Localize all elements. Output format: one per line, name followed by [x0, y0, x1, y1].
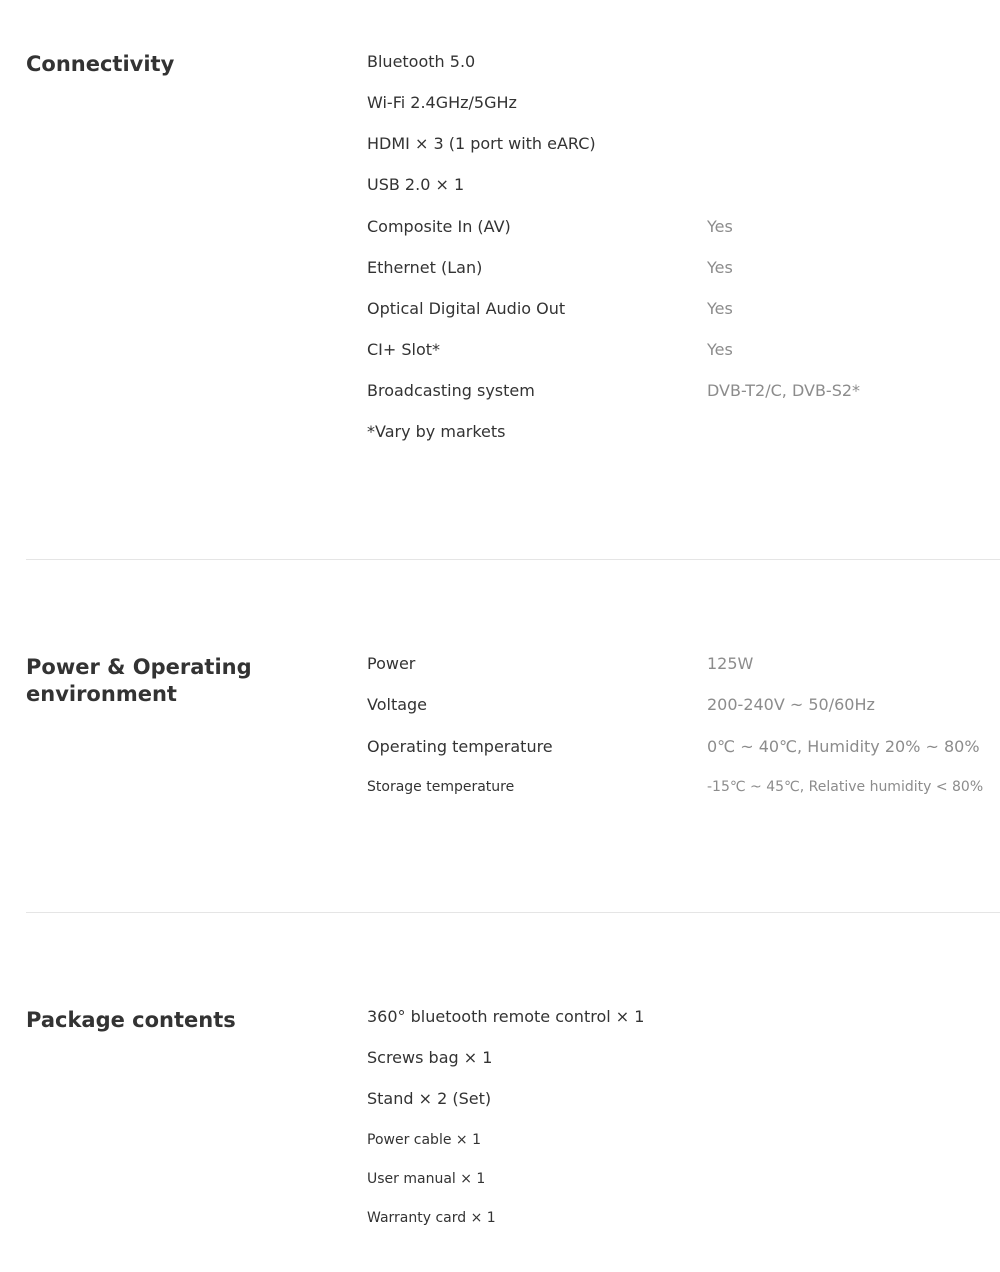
spec-value: Yes [707, 258, 733, 277]
power-title-line1: Power & Operating [26, 655, 252, 679]
spec-row [367, 735, 997, 759]
spec-value: 0℃ ~ 40℃, Humidity 20% ~ 80% [707, 737, 980, 756]
spec-value: Yes [707, 217, 733, 236]
spec-label: Optical Digital Audio Out [367, 299, 566, 318]
power-title-line2: environment [26, 682, 177, 706]
spec-row [367, 379, 997, 403]
spec-label: Operating temperature [367, 737, 553, 756]
package-item-label: Warranty card × 1 [367, 1210, 496, 1226]
spec-row [367, 693, 997, 717]
package-item [367, 1005, 997, 1029]
section-divider [26, 912, 1000, 913]
spec-footnote [367, 420, 997, 444]
spec-row [367, 173, 997, 197]
spec-value: DVB-T2/C, DVB-S2* [707, 381, 861, 400]
spec-row [367, 256, 997, 280]
spec-label: Power [367, 654, 416, 673]
spec-label: Composite In (AV) [367, 217, 511, 236]
package-title: Package contents [26, 1008, 236, 1032]
package-item-label: Power cable × 1 [367, 1132, 481, 1148]
spec-row [367, 338, 997, 362]
spec-row [367, 775, 997, 799]
spec-row [367, 50, 997, 74]
spec-row [367, 132, 997, 156]
spec-value: 200-240V ~ 50/60Hz [707, 695, 875, 714]
spec-value: Yes [707, 299, 733, 318]
spec-label: Bluetooth 5.0 [367, 52, 476, 71]
spec-label: *Vary by markets [367, 422, 506, 441]
section-divider [26, 559, 1000, 560]
package-item [367, 1087, 997, 1111]
spec-label: Broadcasting system [367, 381, 535, 400]
power-title [26, 654, 326, 708]
package-item [367, 1206, 997, 1230]
spec-label: Wi-Fi 2.4GHz/5GHz [367, 93, 517, 112]
package-item [367, 1167, 997, 1191]
spec-label: CI+ Slot* [367, 340, 441, 359]
spec-row [367, 297, 997, 321]
package-item-label: User manual × 1 [367, 1171, 486, 1187]
spec-row [367, 91, 997, 115]
spec-value: 125W [707, 654, 754, 673]
spec-row [367, 652, 997, 676]
connectivity-title: Connectivity [26, 52, 175, 76]
spec-label: USB 2.0 × 1 [367, 175, 465, 194]
spec-label: HDMI × 3 (1 port with eARC) [367, 134, 596, 153]
package-item-label: Screws bag × 1 [367, 1048, 493, 1067]
spec-value: -15℃ ~ 45℃, Relative humidity < 80% [707, 779, 984, 795]
package-item [367, 1128, 997, 1152]
package-item-label: Stand × 2 (Set) [367, 1089, 492, 1108]
package-item [367, 1046, 997, 1070]
spec-row [367, 215, 997, 239]
spec-label: Storage temperature [367, 779, 515, 795]
spec-value: Yes [707, 340, 733, 359]
package-item-label: 360° bluetooth remote control × 1 [367, 1007, 645, 1026]
spec-label: Voltage [367, 695, 428, 714]
spec-label: Ethernet (Lan) [367, 258, 483, 277]
